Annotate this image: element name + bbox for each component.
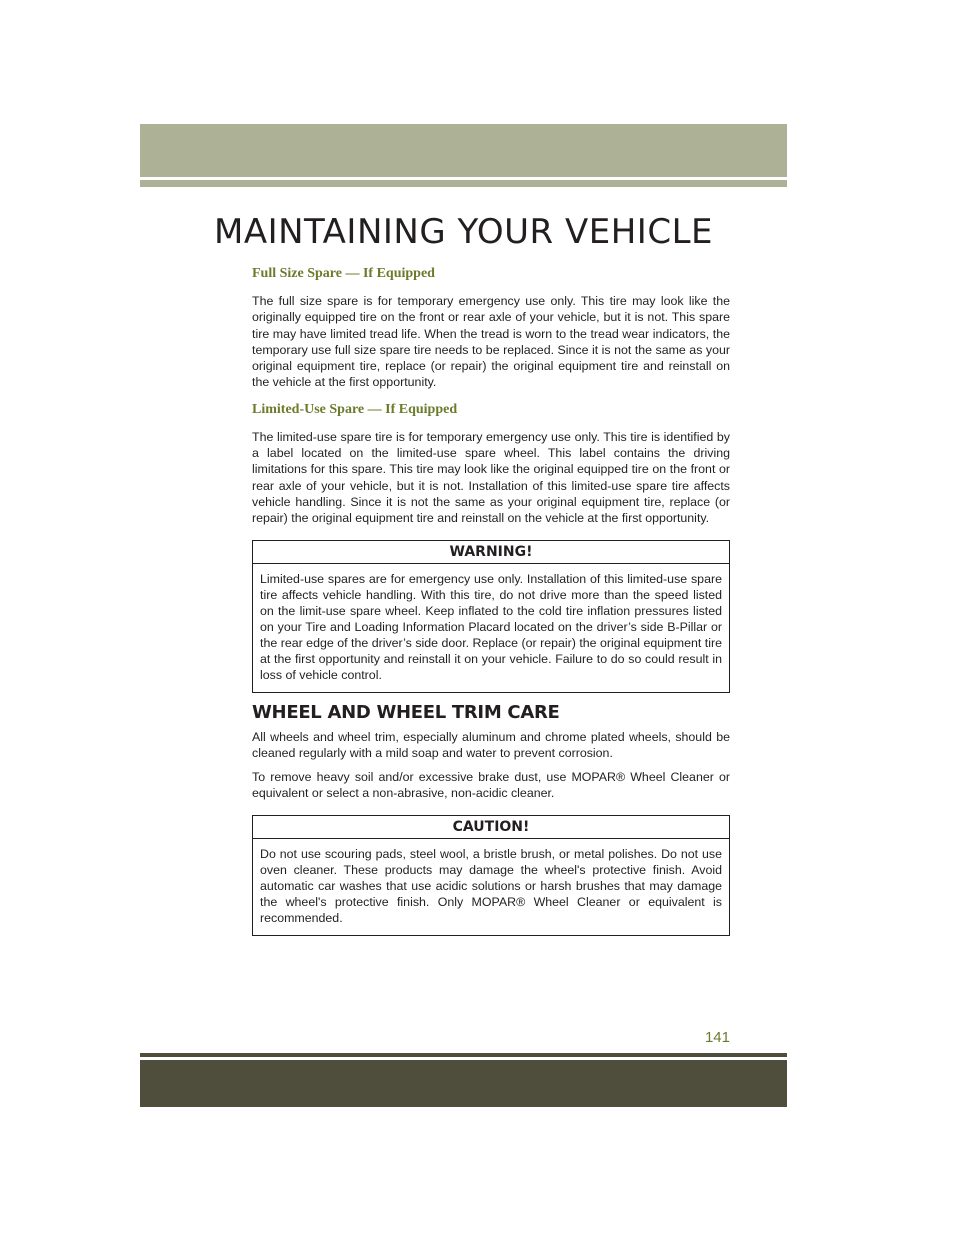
full-size-spare-paragraph: The full size spare is for temporary emergency use only. This tire may look like the originally equipped tire on the front or rear axle of your vehicle, but it is not. This spare tire may have limited tread life. When the tread is worn to the tread wear indicators, the temporary use full size spare tire needs to be replaced. Since it is not the same as your original equipment tire, replace (or repair) the original equipment tire and reinstall on the vehicle at the first opportunity.: [252, 294, 730, 390]
page-content: [252, 264, 730, 936]
header-band: [140, 124, 787, 177]
caution-title: CAUTION!: [253, 816, 729, 839]
wheel-care-heading: WHEEL AND WHEEL TRIM CARE: [252, 701, 560, 723]
warning-text: Limited-use spares are for emergency use only. Installation of this limited-use spare tire affects vehicle handling. With this tire, do not drive more than the speed listed on the limit-use spare wheel. Keep inflated to the cold tire inflation pressures listed on your Tire and Loading Information Placard located on the driver’s side B-Pillar or the rear edge of the driver’s side door. Replace (or repair) the original equipment tire at the first opportunity and reinstall it on your vehicle. Failure to do so could result in loss of vehicle control.: [260, 571, 722, 682]
section-title: MAINTAINING YOUR VEHICLE: [213, 211, 713, 252]
footer-band: [140, 1060, 787, 1107]
page-number: 141: [704, 1029, 730, 1046]
caution-box: [252, 815, 730, 936]
warning-box: [252, 540, 730, 693]
limited-use-spare-paragraph: The limited-use spare tire is for temporary emergency use only. This tire is identified by a label located on the limited-use spare wheel. This label contains the driving limitations for this spare. This tire may look like the original equipped tire on the front or rear axle of your vehicle, but it is not. Installation of this limited-use spare tire affects vehicle handling. Since it is not the same as your original equipment tire, replace (or repair) the original equipment tire and reinstall on the vehicle at the first opportunity.: [252, 429, 730, 526]
wheel-care-paragraph-2: To remove heavy soil and/or excessive brake dust, use MOPAR® Wheel Cleaner or equivalent or select a non-abrasive, non-acidic cleaner.: [252, 770, 730, 801]
full-size-spare-heading: Full Size Spare — If Equipped: [252, 266, 435, 281]
footer-rule: [140, 1053, 787, 1057]
wheel-care-paragraph-1: All wheels and wheel trim, especially aluminum and chrome plated wheels, should be cleaned regularly with a mild soap and water to prevent corrosion.: [252, 729, 730, 760]
warning-title: WARNING!: [253, 541, 729, 564]
limited-use-spare-heading: Limited-Use Spare — If Equipped: [252, 401, 458, 417]
caution-text: Do not use scouring pads, steel wool, a bristle brush, or metal polishes. Do not use oven cleaner. These products may damage the wheel's protective finish. Avoid automatic car washes that use acidic solutions or harsh brushes that may damage the wheel's protective finish. Only MOPAR® Wheel Cleaner or equivalent is recommended.: [260, 846, 722, 925]
header-rule: [140, 180, 787, 187]
